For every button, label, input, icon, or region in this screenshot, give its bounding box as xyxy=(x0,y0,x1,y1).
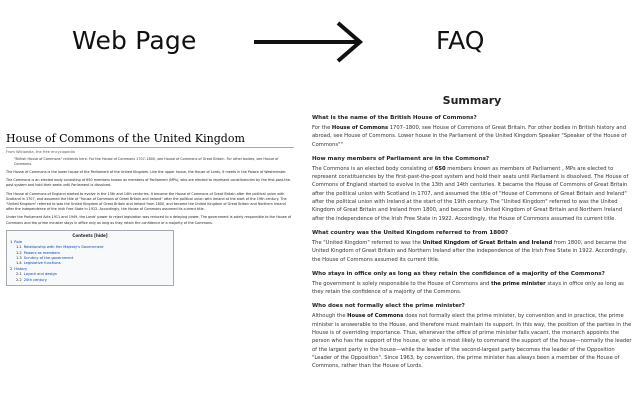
faq-question: How many members of Parliament are in the Commons? xyxy=(312,155,490,162)
right-arrow-icon xyxy=(252,20,366,64)
wiki-table-of-contents xyxy=(6,230,174,286)
wiki-paragraph: The Commons is an elected body consisting of 650 members known as members of Parliament (MPs), who are elected to represent constituencies by the first-past-the-post system and hold their seats until Parliament is dissolved. xyxy=(6,178,292,188)
toc-item-label: Legislative functions xyxy=(23,261,61,266)
wiki-article-title: House of Commons of the United Kingdom xyxy=(6,132,294,148)
toc-item-label: History xyxy=(14,266,28,271)
toc-item-label: Powers as members xyxy=(23,250,60,255)
wiki-paragraph: Under the Parliament Acts 1911 and 1949, the Lords' power to reject legislation was reduced to a delaying power. The government is solely responsible to the House of Commons and the prime minister stays in office only as long as they retain the confidence of a majority of the Commons. xyxy=(6,215,292,225)
wiki-subtitle: From Wikipedia, the free encyclopedia xyxy=(6,150,75,154)
faq-answer: The "United Kingdom" referred to was the United Kingdom of Great Britain and Ireland from 1800, and became the United Kingdom of Great Britain and Northern Ireland after the independence of the Irish Free State in 1922. Accordingly, the House of Commons assumed its current title. xyxy=(312,239,628,263)
toc-item-number: 2 xyxy=(10,266,13,271)
toc-item-label: Role xyxy=(14,239,23,244)
toc-item-number: 1 xyxy=(10,239,13,244)
faq-panel xyxy=(312,94,632,400)
toc-item-number: 1.3 xyxy=(16,256,22,261)
faq-title: Summary xyxy=(442,94,502,107)
toc-item-number: 1.2 xyxy=(16,250,22,255)
web-page-label: Web Page xyxy=(72,26,197,55)
faq-question: What country was the United Kingdom referred to from 1800? xyxy=(312,229,509,236)
faq-list xyxy=(312,115,632,371)
faq-label: FAQ xyxy=(436,26,485,55)
faq-answer: For the House of Commons 1707–1800, see House of Commons of Great Britain. For other bodies in British history and abroad, see House of Commons. Lower house in the Parliament of the United Kingdom Speaker "Speaker of the House of Commons"" xyxy=(312,125,627,148)
faq-answer: Although the House of Commons does not formally elect the prime minister, by convention and in practice, the prime minister is answerable to the House, and therefore must maintain its support. In this way, the position of the parties in the House is of overriding importance. Thus, whenever the office of prime minister falls vacant, the monarch appoints the person who has the support of the house, or who is most likely to command the support of the house—normally the leader of the largest party in the house—while the leader of the second-largest party becomes the leader of the Opposition "Leader of the Opposition". Since 1963, by convention, the prime minister has always been a member of the House of Commons, rather than the House of Lords. xyxy=(312,313,632,370)
toc-item-number: 1.4 xyxy=(16,261,22,266)
toc-item[interactable] xyxy=(10,278,170,283)
faq-answer: The Commons is an elected body consisting of 650 members known as members of Parliament , MPs are elected to represent constituencies by the first-past-the-post system and hold their seats until Parliament is dissolved. The House of Commons of England started to evolve in the 13th and 14th centuries. It became the House of Commons of Great Britain after the political union with Scotland in 1707, and assumed the title of "House of Commons of Great Britain and Ireland" after the political union with Ireland at the start of the 19th century. The "United Kingdom" referred to was the United Kingdom of Great Britain and Ireland from 1800, and became the United Kingdom of Great Britain and Northern Ireland after the independence of the Irish Free State in 1922. Accordingly, the House of Commons assumed its current title. xyxy=(312,165,629,222)
faq-question: What is the name of the British House of Commons? xyxy=(312,115,477,121)
toc-item-label: Layout and design xyxy=(23,272,57,277)
toc-item-label: 20th century xyxy=(23,277,47,282)
wiki-hatnote: "British House of Commons" redirects here. For the House of Commons 1707–1800, see House of Commons of Great Britain. For other bodies, see House of Commons. xyxy=(14,157,279,166)
toc-item-label: Scrutiny of the government xyxy=(23,256,74,261)
toc-item-number: 2.2 xyxy=(16,277,22,282)
toc-heading: Contents [hide] xyxy=(72,232,108,238)
faq-question: Who does not formally elect the prime minister? xyxy=(312,303,465,310)
faq-question: Who stays in office only as long as they retain the confidence of a majority of the Commons? xyxy=(312,270,605,277)
toc-item-number: 1.1 xyxy=(16,245,22,250)
wiki-paragraph: The House of Commons of England started to evolve in the 13th and 14th centuries. It became the House of Commons of Great Britain after the political union with Scotland in 1707, and assumed the title of "House of Commons of Great Britain and Ireland" after the political union with Ireland at the start of the 19th century. The "United Kingdom" referred to was the United Kingdom of Great Britain and Ireland from 1800, and became the United Kingdom of Great Britain and Northern Ireland after the independence of the Irish Free State in 1922. Accordingly, the House of Commons assumed its current title. xyxy=(6,191,287,212)
web-page-preview xyxy=(4,124,296,400)
toc-item-number: 2.1 xyxy=(16,272,22,277)
toc-item-label: Relationship with Her Majesty's Government xyxy=(23,245,104,250)
faq-answer: The government is solely responsible to the House of Commons and the prime minister stays in office only as long as they retain the confidence of a majority of the Commons. xyxy=(312,280,624,296)
toc-list xyxy=(10,240,170,283)
wiki-paragraph: The House of Commons is the lower house of the Parliament of the United Kingdom. Like the upper house, the House of Lords, it meets in the Palace of Westminster. xyxy=(6,170,287,174)
